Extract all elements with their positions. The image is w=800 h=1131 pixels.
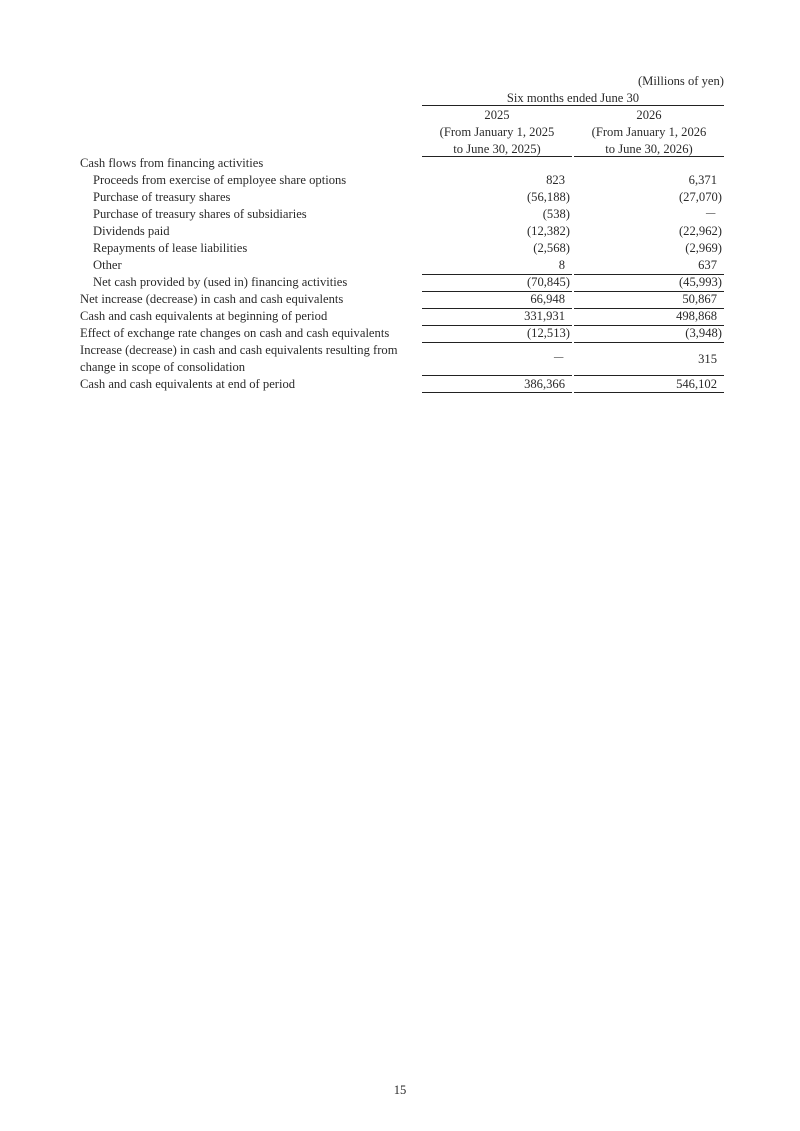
col-2025-year: 2025 [484,108,510,122]
row-value-2025: (2,568) [533,241,570,255]
row-value-2025: (56,188) [526,190,570,204]
row-value-2025: (538) [542,207,570,221]
col-2025-range-line1: (From January 1, 2025 [439,125,555,139]
row-label: Proceeds from exercise of employee share options [93,173,347,187]
row-value-2026: (2,969) [685,241,722,255]
row-label: Other [93,258,122,272]
row-label: Cash and cash equivalents at beginning of period [80,309,328,323]
row-value-2026: 315 [698,352,717,366]
col-2025-bottom-rule [422,392,572,393]
header-rule [422,105,724,106]
col-2025-rule [422,342,572,343]
row-label-subtotal: Net cash provided by (used in) financing activities [93,275,348,289]
row-value-2025: (70,845) [526,275,570,289]
col-2026-range-line2: to June 30, 2026) [605,142,693,156]
row-value-2025: 823 [546,173,565,187]
row-value-2026: 637 [698,258,717,272]
row-value-2026: 6,371 [688,173,717,187]
row-value-2026: (3,948) [685,326,722,340]
row-value-2026: 546,102 [676,377,717,391]
page-number: 15 [393,1083,407,1097]
col-2025-range-line2: to June 30, 2025) [453,142,541,156]
row-value-2026: (45,993) [678,275,722,289]
row-label: Effect of exchange rate changes on cash and cash equivalents [80,326,390,340]
row-value-2026: 50,867 [682,292,717,306]
row-value-2025: 8 [558,258,565,272]
row-value-2026: (27,070) [678,190,722,204]
col-2026-year: 2026 [636,108,662,122]
row-label: Purchase of treasury shares [93,190,231,204]
col-2025-header-underline [422,156,572,157]
row-label: Purchase of treasury shares of subsidiaries [93,207,307,221]
col-2026-header-underline [574,156,724,157]
row-value-2026: － [704,207,717,221]
col-2026-bottom-rule [574,392,724,393]
units-note: (Millions of yen) [637,74,724,88]
row-value-2025: (12,513) [526,326,570,340]
row-label-line2: change in scope of consolidation [80,360,246,374]
period-group-heading: Six months ended June 30 [506,91,640,105]
row-value-2025: － [552,351,565,365]
row-label: Net increase (decrease) in cash and cash equivalents [80,292,344,306]
row-value-2025: 66,948 [530,292,565,306]
row-value-2026: 498,868 [676,309,717,323]
row-value-2025: (12,382) [526,224,570,238]
row-value-2026: (22,962) [678,224,722,238]
row-label: Dividends paid [93,224,170,238]
col-2026-rule [574,342,724,343]
row-value-2025: 386,366 [524,377,565,391]
row-label: Repayments of lease liabilities [93,241,248,255]
row-label-total: Cash and cash equivalents at end of period [80,377,296,391]
row-value-2025: 331,931 [524,309,565,323]
section-heading-financing: Cash flows from financing activities [80,156,264,170]
row-label-line1: Increase (decrease) in cash and cash equivalents resulting from [80,343,398,357]
col-2026-range-line1: (From January 1, 2026 [591,125,707,139]
